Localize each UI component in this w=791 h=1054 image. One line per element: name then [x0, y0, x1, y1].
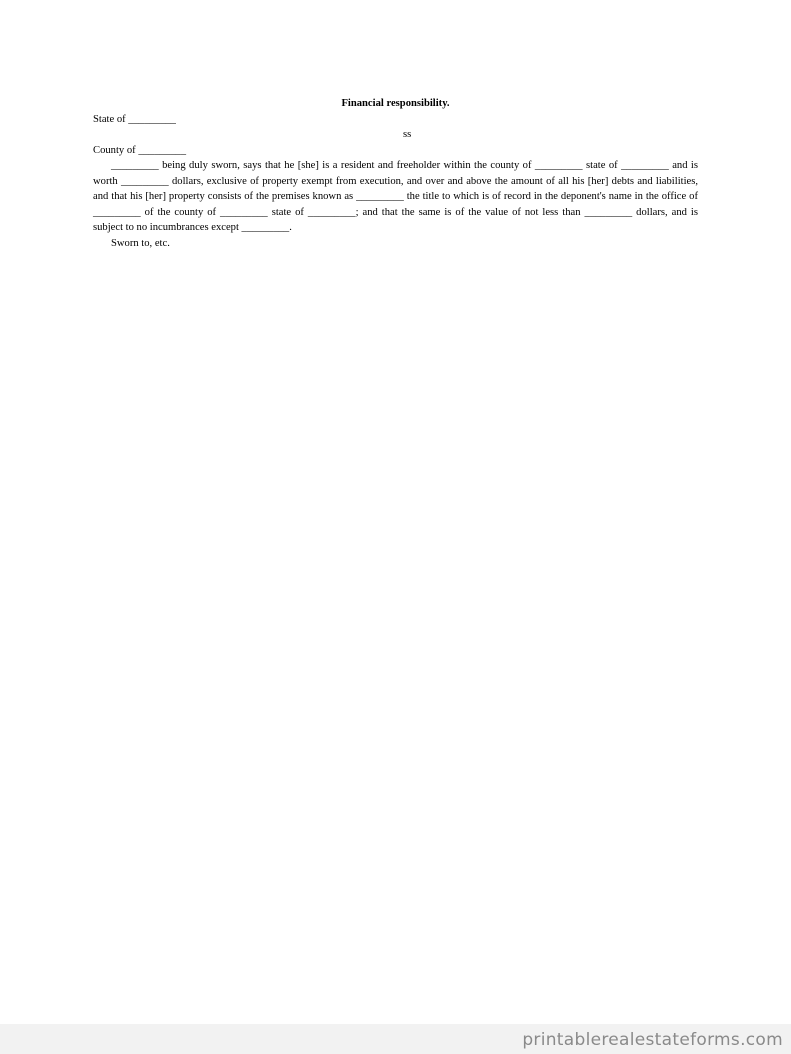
- ss-mark: ss: [403, 129, 412, 140]
- county-line: County of _________: [93, 144, 186, 156]
- affidavit-paragraph: _________ being duly sworn, says that he [she] is a resident and freeholder within the county of _________ state of _________ and is worth _________ dollars, exclusive of property exempt from execution, and over and above the amount of all his [her] debts and liabilities, and that his [her] property consists of the premises known as _________ the title to which is of record in the deponent's name in the office of _________ of the county of _________ state of _________; and that the same is of the value of not less than _________ dollars, and is subject to no incumbrances except _________.: [93, 160, 698, 233]
- closing-line: Sworn to, etc.: [111, 237, 170, 249]
- footer-bar: [0, 1024, 791, 1054]
- footer-watermark: printablerealestateforms.com: [522, 1030, 783, 1050]
- form-body: [93, 96, 698, 251]
- document-title: Financial responsibility.: [341, 98, 450, 109]
- state-line: State of _________: [93, 113, 176, 125]
